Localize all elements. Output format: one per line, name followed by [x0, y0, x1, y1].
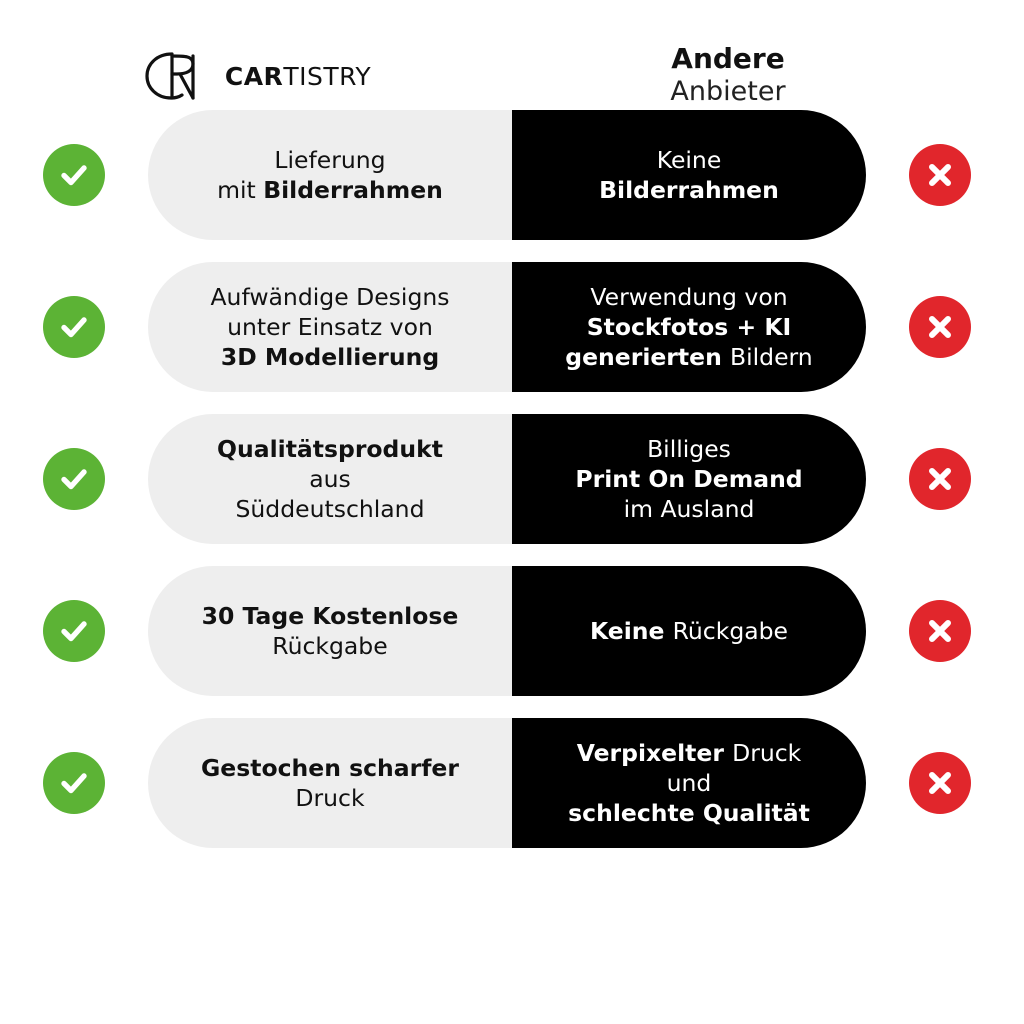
panel-text [599, 145, 779, 205]
check-icon [43, 144, 105, 206]
comparison-row [0, 262, 1024, 392]
text-emphasis: Gestochen scharfer [201, 753, 459, 782]
check-badge-cell [0, 144, 148, 206]
cross-badge-cell [866, 144, 1014, 206]
panel-text-line [202, 601, 459, 631]
panel-text-line [217, 434, 443, 464]
panel-text [217, 145, 443, 205]
panel-text-line [565, 312, 812, 342]
panel-text-line [210, 312, 449, 342]
comparison-row [0, 414, 1024, 544]
panel-text [217, 434, 443, 524]
brand-wordmark [225, 62, 371, 91]
competitor-feature-panel [512, 262, 866, 392]
competitor-title-line1: Andere [671, 42, 785, 75]
text-plain: und [666, 768, 712, 797]
text-emphasis: schlechte Qualität [568, 799, 810, 828]
text-plain: Billiges [647, 434, 731, 463]
text-plain: Keine [656, 145, 722, 174]
brand-logo [141, 50, 371, 102]
cross-badge-cell [866, 600, 1014, 662]
text-emphasis: Verpixelter [576, 738, 733, 767]
brand-column-header [0, 42, 512, 102]
text-plain: im Ausland [623, 495, 755, 524]
panel-text [202, 601, 459, 661]
competitor-feature-panel [512, 414, 866, 544]
panel-text-line [217, 494, 443, 524]
text-plain: Druck [295, 784, 365, 812]
cartistry-monogram-icon [141, 50, 215, 102]
header [0, 0, 1024, 110]
panel-text [568, 738, 810, 828]
panel-text-line [575, 494, 802, 524]
text-emphasis: generierten [565, 343, 730, 372]
text-plain: mit [217, 176, 264, 204]
text-plain: Süddeutschland [235, 495, 425, 524]
panel-text-line [565, 342, 812, 372]
competitor-feature-panel [512, 718, 866, 848]
cross-badge-cell [866, 752, 1014, 814]
panel-text-line [568, 768, 810, 798]
cross-icon [909, 600, 971, 662]
competitor-feature-panel [512, 566, 866, 696]
panel-text-line [590, 616, 788, 646]
cross-icon [909, 752, 971, 814]
cross-icon [909, 144, 971, 206]
brand-feature-panel [148, 110, 512, 240]
check-badge-cell [0, 600, 148, 662]
text-plain: Druck [732, 738, 802, 767]
panel-text-line [568, 798, 810, 828]
cross-badge-cell [866, 448, 1014, 510]
panel-text [575, 434, 802, 524]
text-emphasis: Stockfotos + KI [586, 312, 792, 341]
text-plain: Aufwändige Designs [210, 282, 450, 311]
cross-badge-cell [866, 296, 1014, 358]
panel-text-line [599, 175, 779, 205]
text-emphasis: Print On Demand [575, 464, 803, 493]
panel-text-line [201, 783, 459, 813]
text-plain: aus [309, 464, 351, 493]
panel-text [210, 282, 449, 372]
text-emphasis: 3D Modellierung [220, 343, 440, 372]
panel-text-line [599, 145, 779, 175]
text-plain: Rückgabe [272, 632, 388, 660]
check-icon [43, 752, 105, 814]
check-badge-cell [0, 448, 148, 510]
brand-feature-panel [148, 718, 512, 848]
panel-text [201, 753, 459, 813]
panel-text-line [217, 145, 443, 175]
panel-text-line [210, 342, 449, 372]
comparison-row [0, 718, 1024, 848]
text-emphasis: Bilderrahmen [599, 176, 779, 204]
panel-text-line [565, 282, 812, 312]
check-icon [43, 600, 105, 662]
cross-icon [909, 448, 971, 510]
competitor-feature-panel [512, 110, 866, 240]
check-icon [43, 448, 105, 510]
text-plain: Bildern [729, 343, 813, 372]
check-badge-cell [0, 296, 148, 358]
brand-feature-panel [148, 566, 512, 696]
brand-feature-panel [148, 262, 512, 392]
competitor-column-header [512, 42, 1024, 109]
panel-text [590, 616, 788, 646]
text-emphasis: Qualitätsprodukt [217, 434, 443, 463]
panel-text-line [568, 738, 810, 768]
text-emphasis: Bilderrahmen [263, 176, 443, 204]
check-badge-cell [0, 752, 148, 814]
text-plain: Lieferung [274, 145, 386, 174]
competitor-title-line2: Anbieter [670, 76, 786, 108]
text-emphasis: Keine [589, 616, 673, 645]
panel-text-line [201, 753, 459, 783]
panel-text-line [217, 464, 443, 494]
cross-icon [909, 296, 971, 358]
brand-name-light: TISTRY [283, 61, 372, 91]
brand-feature-panel [148, 414, 512, 544]
panel-text-line [217, 175, 443, 205]
panel-text-line [202, 631, 459, 661]
text-emphasis: 30 Tage Kostenlose [201, 601, 459, 630]
panel-text-line [575, 434, 802, 464]
panel-text-line [575, 464, 802, 494]
comparison-row [0, 110, 1024, 240]
brand-name-bold: CAR [224, 61, 284, 91]
check-icon [43, 296, 105, 358]
text-plain: Rückgabe [672, 616, 789, 645]
text-plain: unter Einsatz von [227, 312, 433, 341]
comparison-rows [0, 110, 1024, 848]
panel-text-line [210, 282, 449, 312]
text-plain: Verwendung von [590, 282, 788, 311]
comparison-row [0, 566, 1024, 696]
panel-text [565, 282, 812, 372]
